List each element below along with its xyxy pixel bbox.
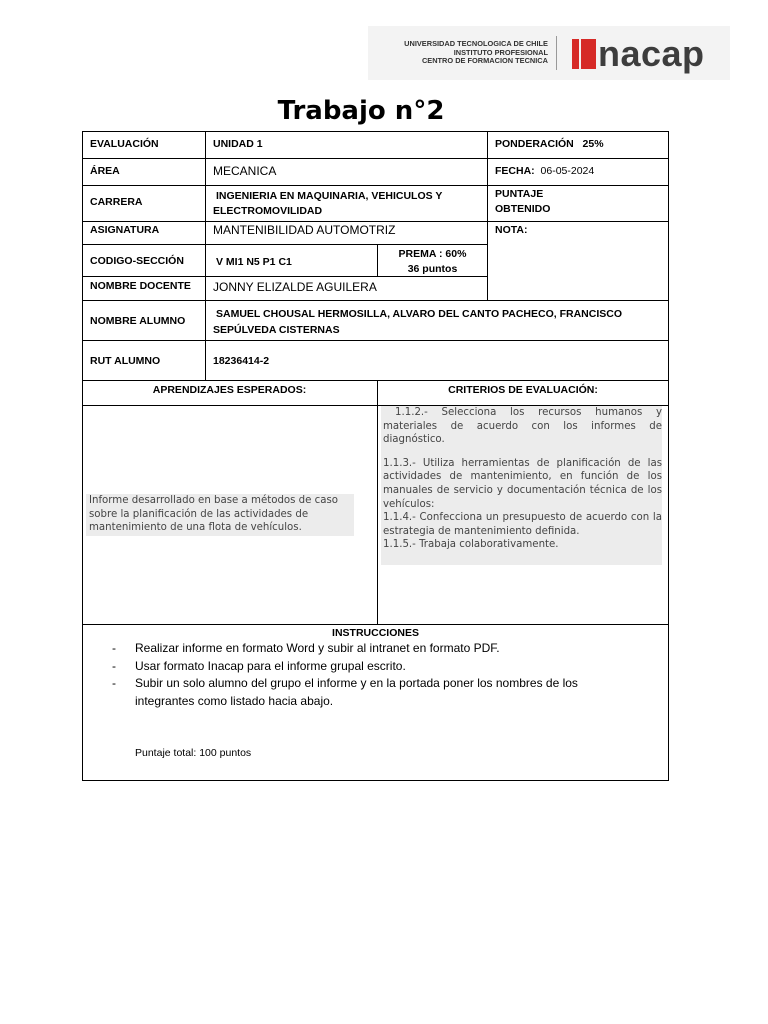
rut-value: 18236414-2 xyxy=(213,355,270,367)
institution-line: UNIVERSIDAD TECNOLOGICA DE CHILE xyxy=(404,39,548,48)
evaluacion-value: UNIDAD 1 xyxy=(213,138,263,150)
institution-line: INSTITUTO PROFESIONAL xyxy=(453,47,548,57)
ponderacion-label: PONDERACIÓN 25% xyxy=(495,138,604,150)
area-value: MECANICA xyxy=(213,164,277,178)
puntaje-obtenido-label: PUNTAJE OBTENIDO xyxy=(495,188,551,215)
ponderacion-value: 25% xyxy=(582,138,604,150)
fecha-field xyxy=(495,165,594,177)
docente-label: NOMBRE DOCENTE xyxy=(90,280,191,292)
institution-name xyxy=(380,40,548,66)
institution-logo xyxy=(368,26,730,80)
codigo-seccion-value: V MI1 N5 P1 C1 xyxy=(216,256,292,268)
codigo-seccion-label: CODIGO-SECCIÓN xyxy=(90,255,184,267)
evaluacion-label: EVALUACIÓN xyxy=(90,138,159,150)
alumno-value: SAMUEL CHOUSAL HERMOSILLA, ALVARO DEL CANTO PACHECO, FRANCISCO SEPÚLVEDA CISTERNAS xyxy=(213,308,623,336)
rut-label: RUT ALUMNO xyxy=(90,355,161,367)
docente-value: JONNY ELIZALDE AGUILERA xyxy=(213,280,377,294)
inacap-wordmark: nacap xyxy=(598,33,705,74)
instrucciones-list xyxy=(112,640,632,710)
area-label: ÁREA xyxy=(90,165,120,177)
criterio-item: 1.1.4.- Confecciona un presupuesto de acuerdo con la estrategia de mantenimiento definida. xyxy=(383,512,662,537)
asignatura-value: MANTENIBILIDAD AUTOMOTRIZ xyxy=(213,223,396,237)
fecha-value: 06-05-2024 xyxy=(540,165,595,177)
asignatura-label: ASIGNATURA xyxy=(90,224,160,236)
logo-divider xyxy=(556,36,557,70)
criterios-list xyxy=(383,406,662,552)
fecha-label: FECHA: xyxy=(495,165,535,177)
carrera-value: INGENIERIA EN MAQUINARIA, VEHICULOS Y ELECTROMOVILIDAD xyxy=(213,190,443,217)
criterio-item: 1.1.3.- Utiliza herramientas de planificación de las actividades de mantenimiento, en función de los manuales de servicio y documentación técnica de los vehículos: xyxy=(383,457,662,510)
criterio-item: 1.1.2.- Selecciona los recursos humanos y materiales de acuerdo con los informes de diagnóstico. xyxy=(383,407,662,446)
nota-label: NOTA: xyxy=(495,224,528,236)
aprendizajes-header: APRENDIZAJES ESPERADOS: xyxy=(152,384,307,396)
instruccion-item: - Usar formato Inacap para el informe grupal escrito. xyxy=(112,658,406,673)
instrucciones-title: INSTRUCCIONES xyxy=(332,627,419,639)
aprendizaje-text: Informe desarrollado en base a métodos de caso sobre la planificación de las actividades de mantenimiento de una flota de vehículos. xyxy=(89,495,339,534)
carrera-label: CARRERA xyxy=(90,196,143,208)
criterio-item: 1.1.5.- Trabaja colaborativamente. xyxy=(383,539,559,551)
institution-line: CENTRO DE FORMACION TECNICA xyxy=(421,56,548,66)
puntaje-total: Puntaje total: 100 puntos xyxy=(135,747,252,759)
instruccion-item: - Subir un solo alumno del grupo el informe y en la portada poner los nombres de los integrantes como listado hacia abajo. xyxy=(112,676,578,708)
prema-info: PREMA : 60% 36 puntos xyxy=(398,248,467,275)
criterios-header: CRITERIOS DE EVALUACIÓN: xyxy=(448,384,598,396)
instruccion-item: - Realizar informe en formato Word y subir al intranet en formato PDF. xyxy=(112,641,500,655)
alumno-label: NOMBRE ALUMNO xyxy=(90,315,186,327)
page-title: Trabajo n°2 xyxy=(277,96,445,126)
inacap-logo-icon xyxy=(572,39,596,69)
